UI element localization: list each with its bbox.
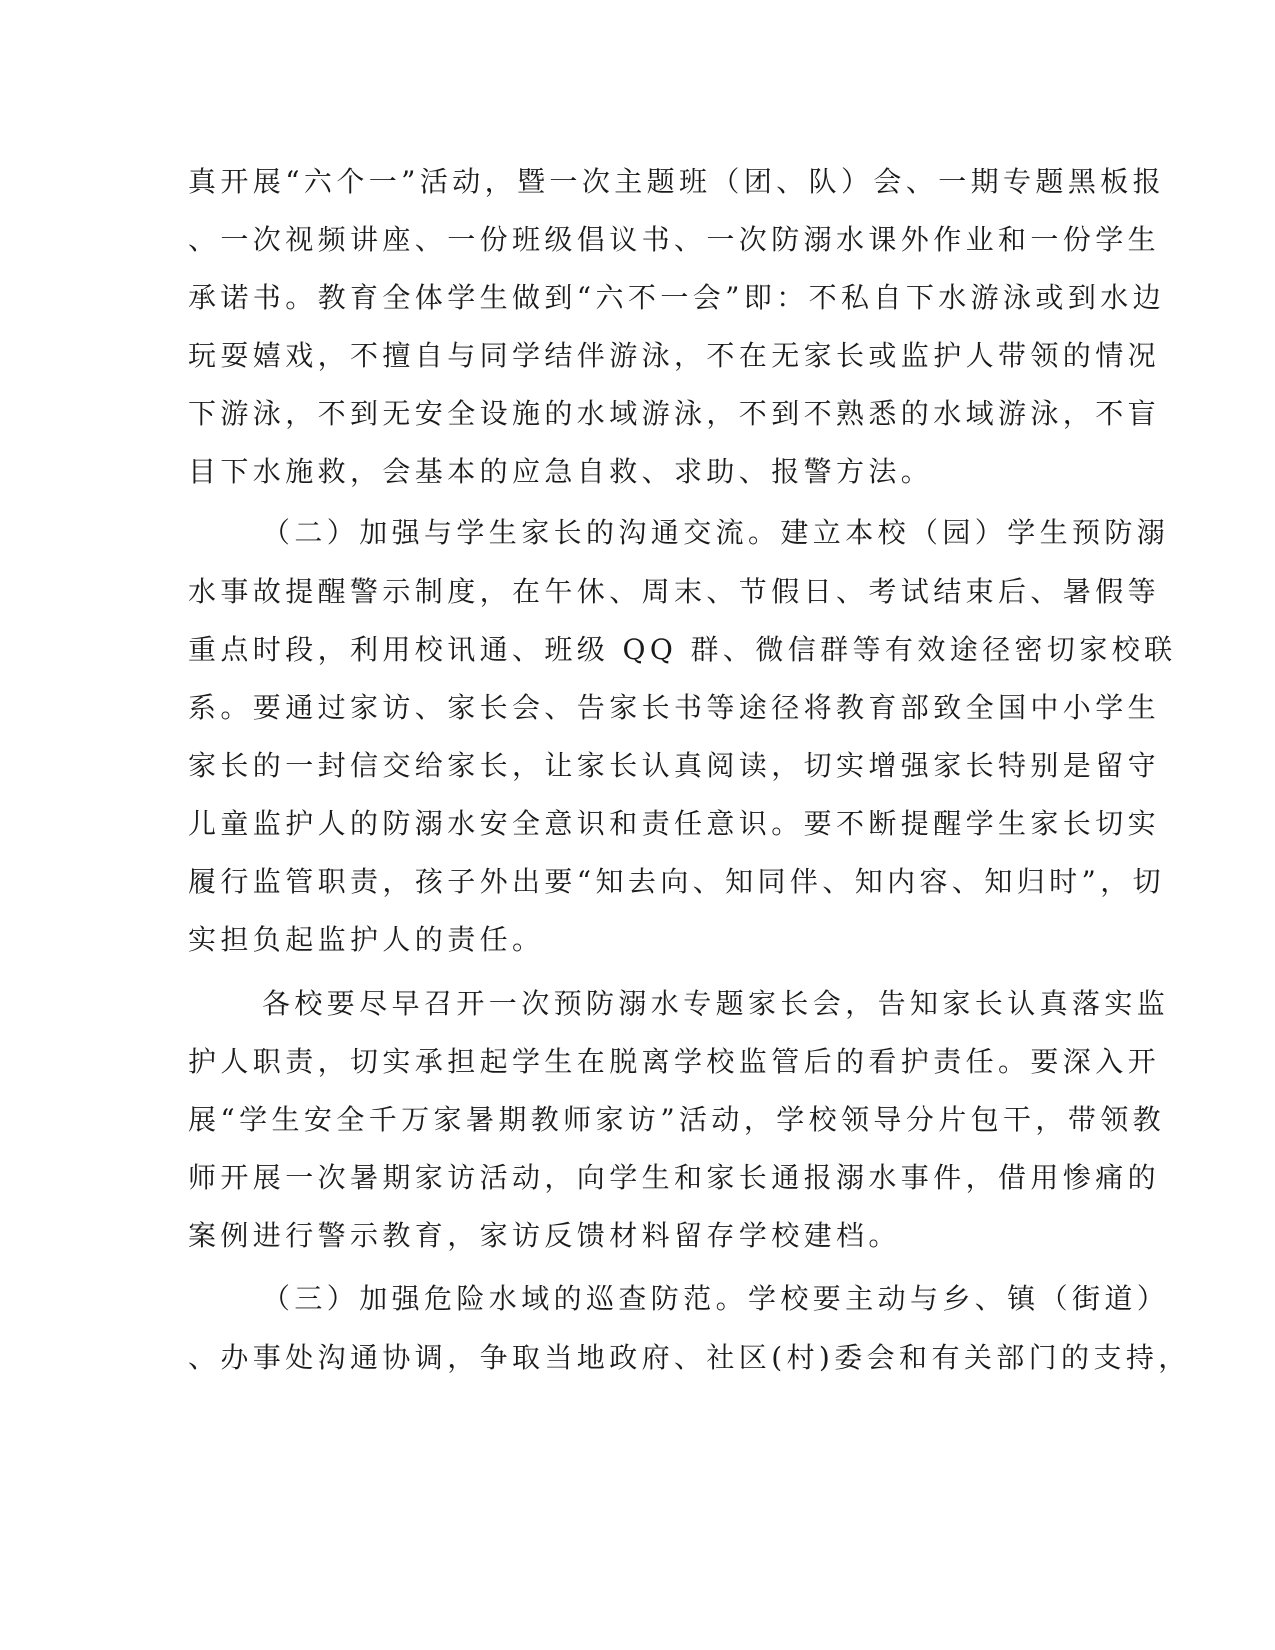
text-line: 护人职责，切实承担起学生在脱离学校监管后的看护责任。要深入开 <box>188 1045 1161 1078</box>
text-line: 展“学生安全千万家暑期教师家访”活动，学校领导分片包干，带领教 <box>188 1103 1166 1136</box>
text-line: 家长的一封信交给家长，让家长认真阅读，切实增强家长特别是留守 <box>188 749 1161 782</box>
text-line: 、办事处沟通协调，争取当地政府、社区(村)委会和有关部门的支持， <box>188 1341 1191 1374</box>
text-line: 系。要通过家访、家长会、告家长书等途径将教育部致全国中小学生 <box>188 691 1161 724</box>
paragraph-heading-2: （二）加强与学生家长的沟通交流。建立本校（园）学生预防溺 <box>262 516 1170 549</box>
text-line: 承诺书。教育全体学生做到“六不一会”即：不私自下水游泳或到水边 <box>188 281 1166 314</box>
text-line: 玩耍嬉戏，不擅自与同学结伴游泳，不在无家长或监护人带领的情况 <box>188 339 1161 372</box>
text-line: 师开展一次暑期家访活动，向学生和家长通报溺水事件，借用惨痛的 <box>188 1161 1161 1194</box>
text-line: 目下水施救，会基本的应急自救、求助、报警方法。 <box>188 455 934 488</box>
text-line: 水事故提醒警示制度，在午休、周末、节假日、考试结束后、暑假等 <box>188 575 1161 608</box>
text-line: 下游泳，不到无安全设施的水域游泳，不到不熟悉的水域游泳，不盲 <box>188 397 1161 430</box>
text-line: 儿童监护人的防溺水安全意识和责任意识。要不断提醒学生家长切实 <box>188 807 1161 840</box>
text-line: 重点时段，利用校讯通、班级 QQ 群、微信群等有效途径密切家校联 <box>188 633 1177 666</box>
text-line: 履行监管职责，孩子外出要“知去向、知同伴、知内容、知归时”，切 <box>188 865 1166 898</box>
paragraph-heading-3: （三）加强危险水域的巡查防范。学校要主动与乡、镇（街道） <box>262 1282 1170 1315</box>
text-line: 实担负起监护人的责任。 <box>188 923 545 956</box>
paragraph-start: 各校要尽早召开一次预防溺水专题家长会，告知家长认真落实监 <box>262 987 1170 1020</box>
text-line: 案例进行警示教育，家访反馈材料留存学校建档。 <box>188 1219 901 1252</box>
text-line: 真开展“六个一”活动，暨一次主题班（团、队）会、一期专题黑板报 <box>188 165 1166 198</box>
text-line: 、一次视频讲座、一份班级倡议书、一次防溺水课外作业和一份学生 <box>188 223 1161 256</box>
